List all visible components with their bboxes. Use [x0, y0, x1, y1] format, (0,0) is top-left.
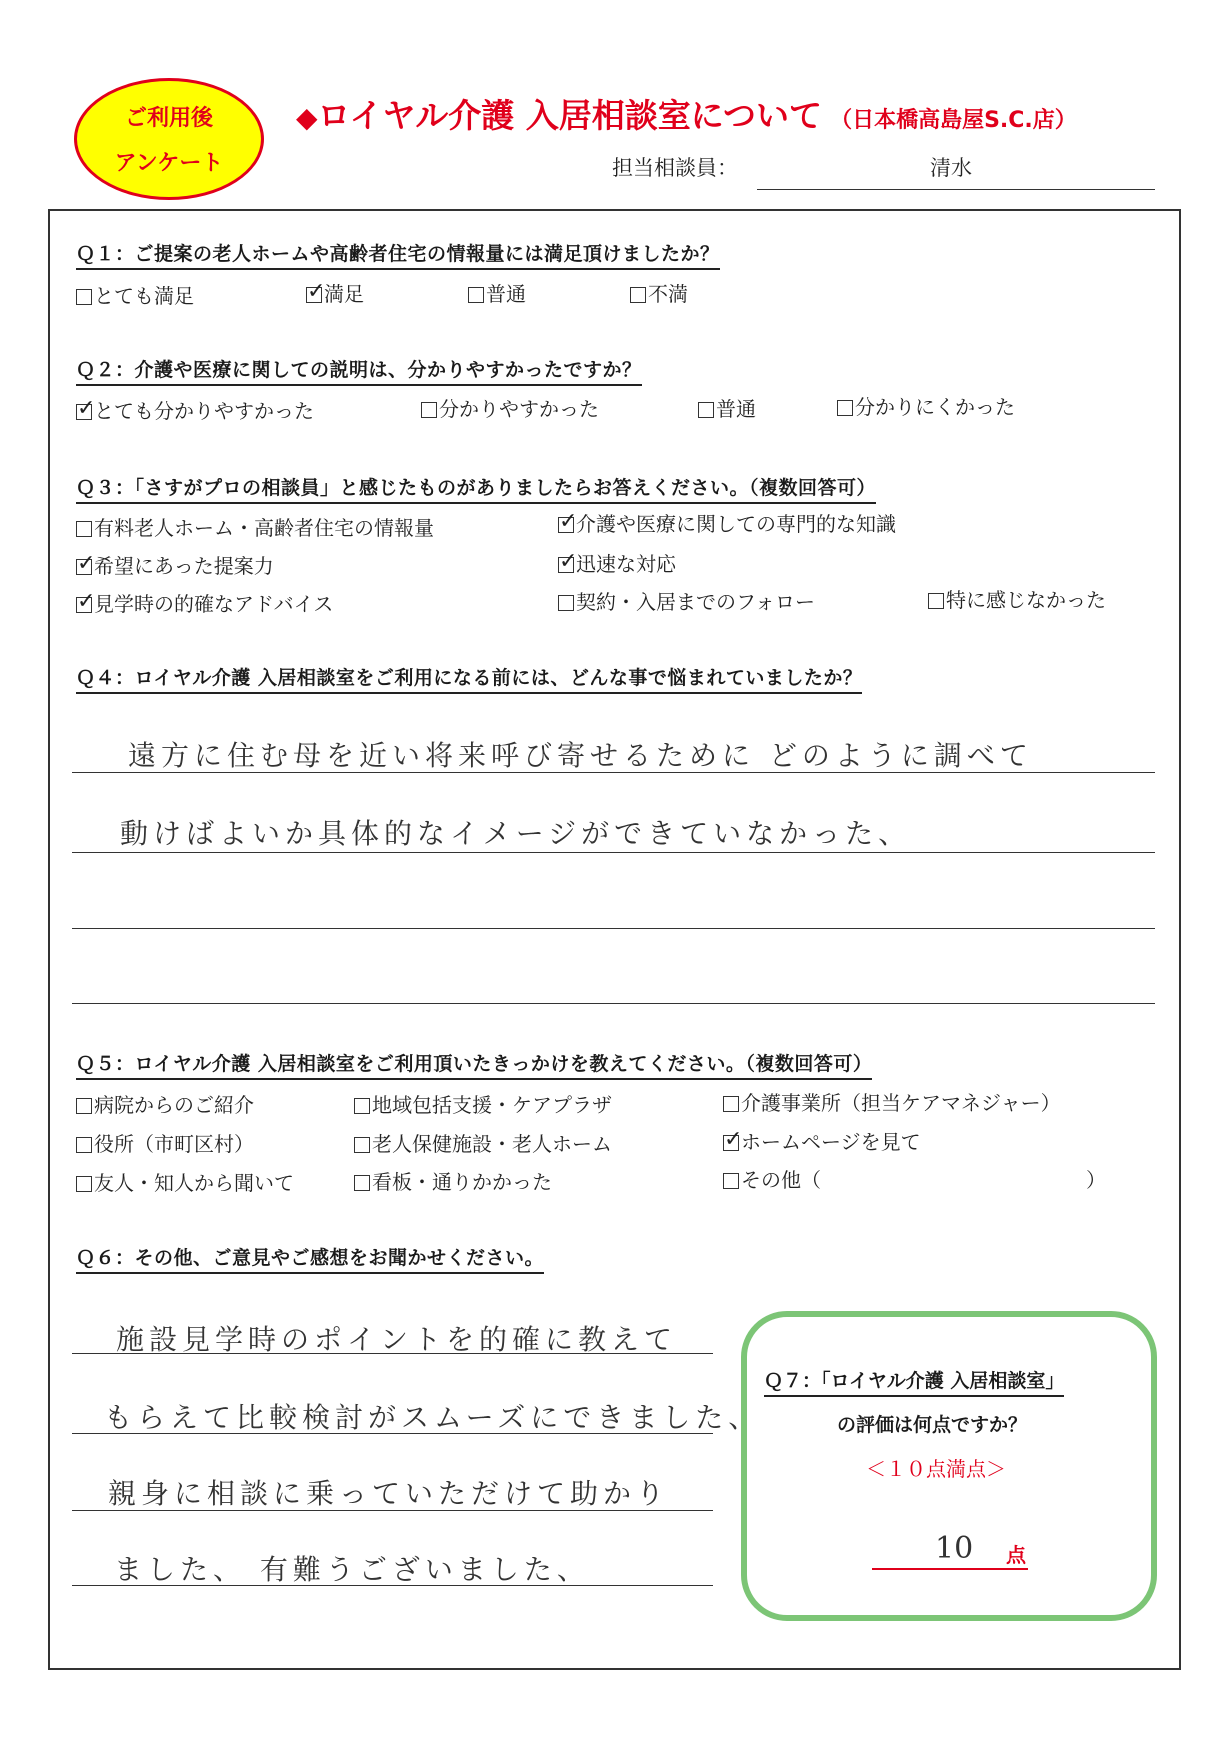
q1-option[interactable]: 不満 — [630, 278, 688, 307]
checkbox[interactable] — [354, 1175, 370, 1191]
consultant-name: 清水 — [930, 156, 972, 180]
other-close-paren: ） — [1086, 1168, 1106, 1192]
answer-rule — [72, 772, 1155, 773]
q5-option[interactable]: その他（ — [723, 1164, 821, 1193]
title-text: ロイヤル介護 入居相談室について — [317, 96, 823, 135]
branch-name: （日本橋高島屋S.C.店） — [830, 108, 1077, 133]
q3-option[interactable]: 特に感じなかった — [928, 584, 1106, 613]
checkbox[interactable] — [723, 1096, 739, 1112]
answer-rule — [72, 1433, 713, 1434]
checkbox[interactable] — [76, 1137, 92, 1153]
q7-score[interactable]: 10 — [935, 1531, 974, 1566]
checkbox[interactable] — [558, 595, 574, 611]
consultant-label: 担当相談員： — [612, 156, 738, 180]
q7-question-cont: の評価は何点ですか？ — [837, 1414, 1028, 1436]
q7-unit: 点 — [1006, 1543, 1026, 1567]
score-underline — [872, 1568, 1028, 1570]
q5-option[interactable]: 看板・通りかかった — [354, 1166, 552, 1195]
q3-option[interactable]: 有料老人ホーム・高齢者住宅の情報量 — [76, 512, 434, 541]
answer-rule — [72, 1353, 713, 1354]
q3-option[interactable]: ✓希望にあった提案力 — [76, 550, 274, 579]
checkbox-checked[interactable] — [558, 517, 574, 533]
checkbox[interactable] — [76, 1176, 92, 1192]
consultant-underline — [757, 189, 1155, 190]
q6-answer-line: ました、 有難うございました、 — [114, 1553, 590, 1586]
answer-rule — [72, 1585, 713, 1586]
checkbox[interactable] — [698, 402, 714, 418]
q6-answer-line: 施設見学時のポイントを的確に教えて — [116, 1323, 678, 1356]
badge-line2: アンケート — [114, 151, 224, 176]
checkbox-checked[interactable] — [76, 559, 92, 575]
checkbox[interactable] — [76, 289, 92, 305]
q5-question: Ｑ５：ロイヤル介護 入居相談室をご利用頂いたきっかけを教えてください。（複数回答可） — [76, 1049, 872, 1080]
checkbox-checked[interactable] — [76, 404, 92, 420]
q5-option[interactable]: 役所（市町区村） — [76, 1128, 254, 1157]
q4-answer-line: 動けばよいか具体的なイメージができていなかった、 — [120, 817, 912, 850]
q3-option[interactable]: ✓見学時の的確なアドバイス — [76, 588, 333, 617]
q4-question: Ｑ４：ロイヤル介護 入居相談室をご利用になる前には、どんな事で悩まれていましたか？ — [76, 663, 862, 694]
q2-option[interactable]: ✓とても分かりやすかった — [76, 395, 314, 424]
q7-scale: ＜１０点満点＞ — [866, 1457, 1006, 1481]
q3-question: Ｑ３：「さすがプロの相談員」と感じたものがありましたらお答えください。（複数回答可） — [76, 473, 876, 504]
checkbox[interactable] — [630, 287, 646, 303]
badge-line1: ご利用後 — [124, 106, 213, 131]
q2-option[interactable]: 分かりやすかった — [421, 393, 599, 422]
checkbox-checked[interactable] — [306, 287, 322, 303]
answer-rule — [72, 852, 1155, 853]
checkbox[interactable] — [76, 1098, 92, 1114]
checkbox[interactable] — [723, 1173, 739, 1189]
checkbox[interactable] — [354, 1098, 370, 1114]
checkbox[interactable] — [928, 593, 944, 609]
q6-answer-line: 親身に相談に乗っていただけて助かり — [108, 1477, 670, 1510]
q2-question: Ｑ２：介護や医療に関しての説明は、分かりやすかったですか？ — [76, 355, 642, 386]
checkbox-checked[interactable] — [76, 597, 92, 613]
q3-option[interactable]: ✓ 介護や医療に関しての専門的な知識 — [558, 508, 896, 537]
checkbox-checked[interactable] — [723, 1135, 739, 1151]
q5-option[interactable]: 友人・知人から聞いて — [76, 1167, 294, 1196]
checkbox[interactable] — [837, 400, 853, 416]
q1-question: Ｑ１：ご提案の老人ホームや高齢者住宅の情報量には満足頂けましたか？ — [76, 239, 720, 270]
q3-option[interactable]: 契約・入居までのフォロー — [558, 586, 815, 615]
q5-option[interactable]: 病院からのご紹介 — [76, 1089, 254, 1118]
q5-option[interactable]: 老人保健施設・老人ホーム — [354, 1128, 612, 1157]
page-title — [296, 90, 1077, 137]
q2-option[interactable]: 分かりにくかった — [837, 391, 1015, 420]
q6-question: Ｑ６：その他、ご意見やご感想をお聞かせください。 — [76, 1243, 544, 1274]
q4-answer-line: 遠方に住む母を近い将来呼び寄せるために どのように調べて — [128, 739, 1033, 772]
diamond-icon: ◆ — [296, 101, 318, 134]
checkbox[interactable] — [421, 402, 437, 418]
q6-answer-line: もらえて比較検討がスムーズにできました、 — [104, 1401, 762, 1434]
checkbox[interactable] — [76, 521, 92, 537]
q1-option[interactable]: とても満足 — [76, 280, 194, 309]
q7-question: Ｑ７：「ロイヤル介護 入居相談室」 — [764, 1366, 1064, 1397]
answer-rule — [72, 1510, 713, 1511]
answer-rule — [72, 928, 1155, 929]
q1-option[interactable]: ✓ 満足 — [306, 278, 364, 307]
q5-option[interactable]: 地域包括支援・ケアプラザ — [354, 1089, 612, 1118]
q5-option[interactable]: 介護事業所（担当ケアマネジャー） — [723, 1087, 1061, 1116]
q1-option[interactable]: 普通 — [468, 278, 526, 307]
checkbox-checked[interactable] — [558, 557, 574, 573]
survey-badge — [74, 78, 264, 200]
checkbox[interactable] — [354, 1137, 370, 1153]
answer-rule — [72, 1003, 1155, 1004]
checkbox[interactable] — [468, 287, 484, 303]
q5-option[interactable]: ✓ ホームページを見て — [723, 1126, 921, 1155]
q3-option[interactable]: ✓ 迅速な対応 — [558, 548, 676, 577]
q2-option[interactable]: 普通 — [698, 393, 756, 422]
